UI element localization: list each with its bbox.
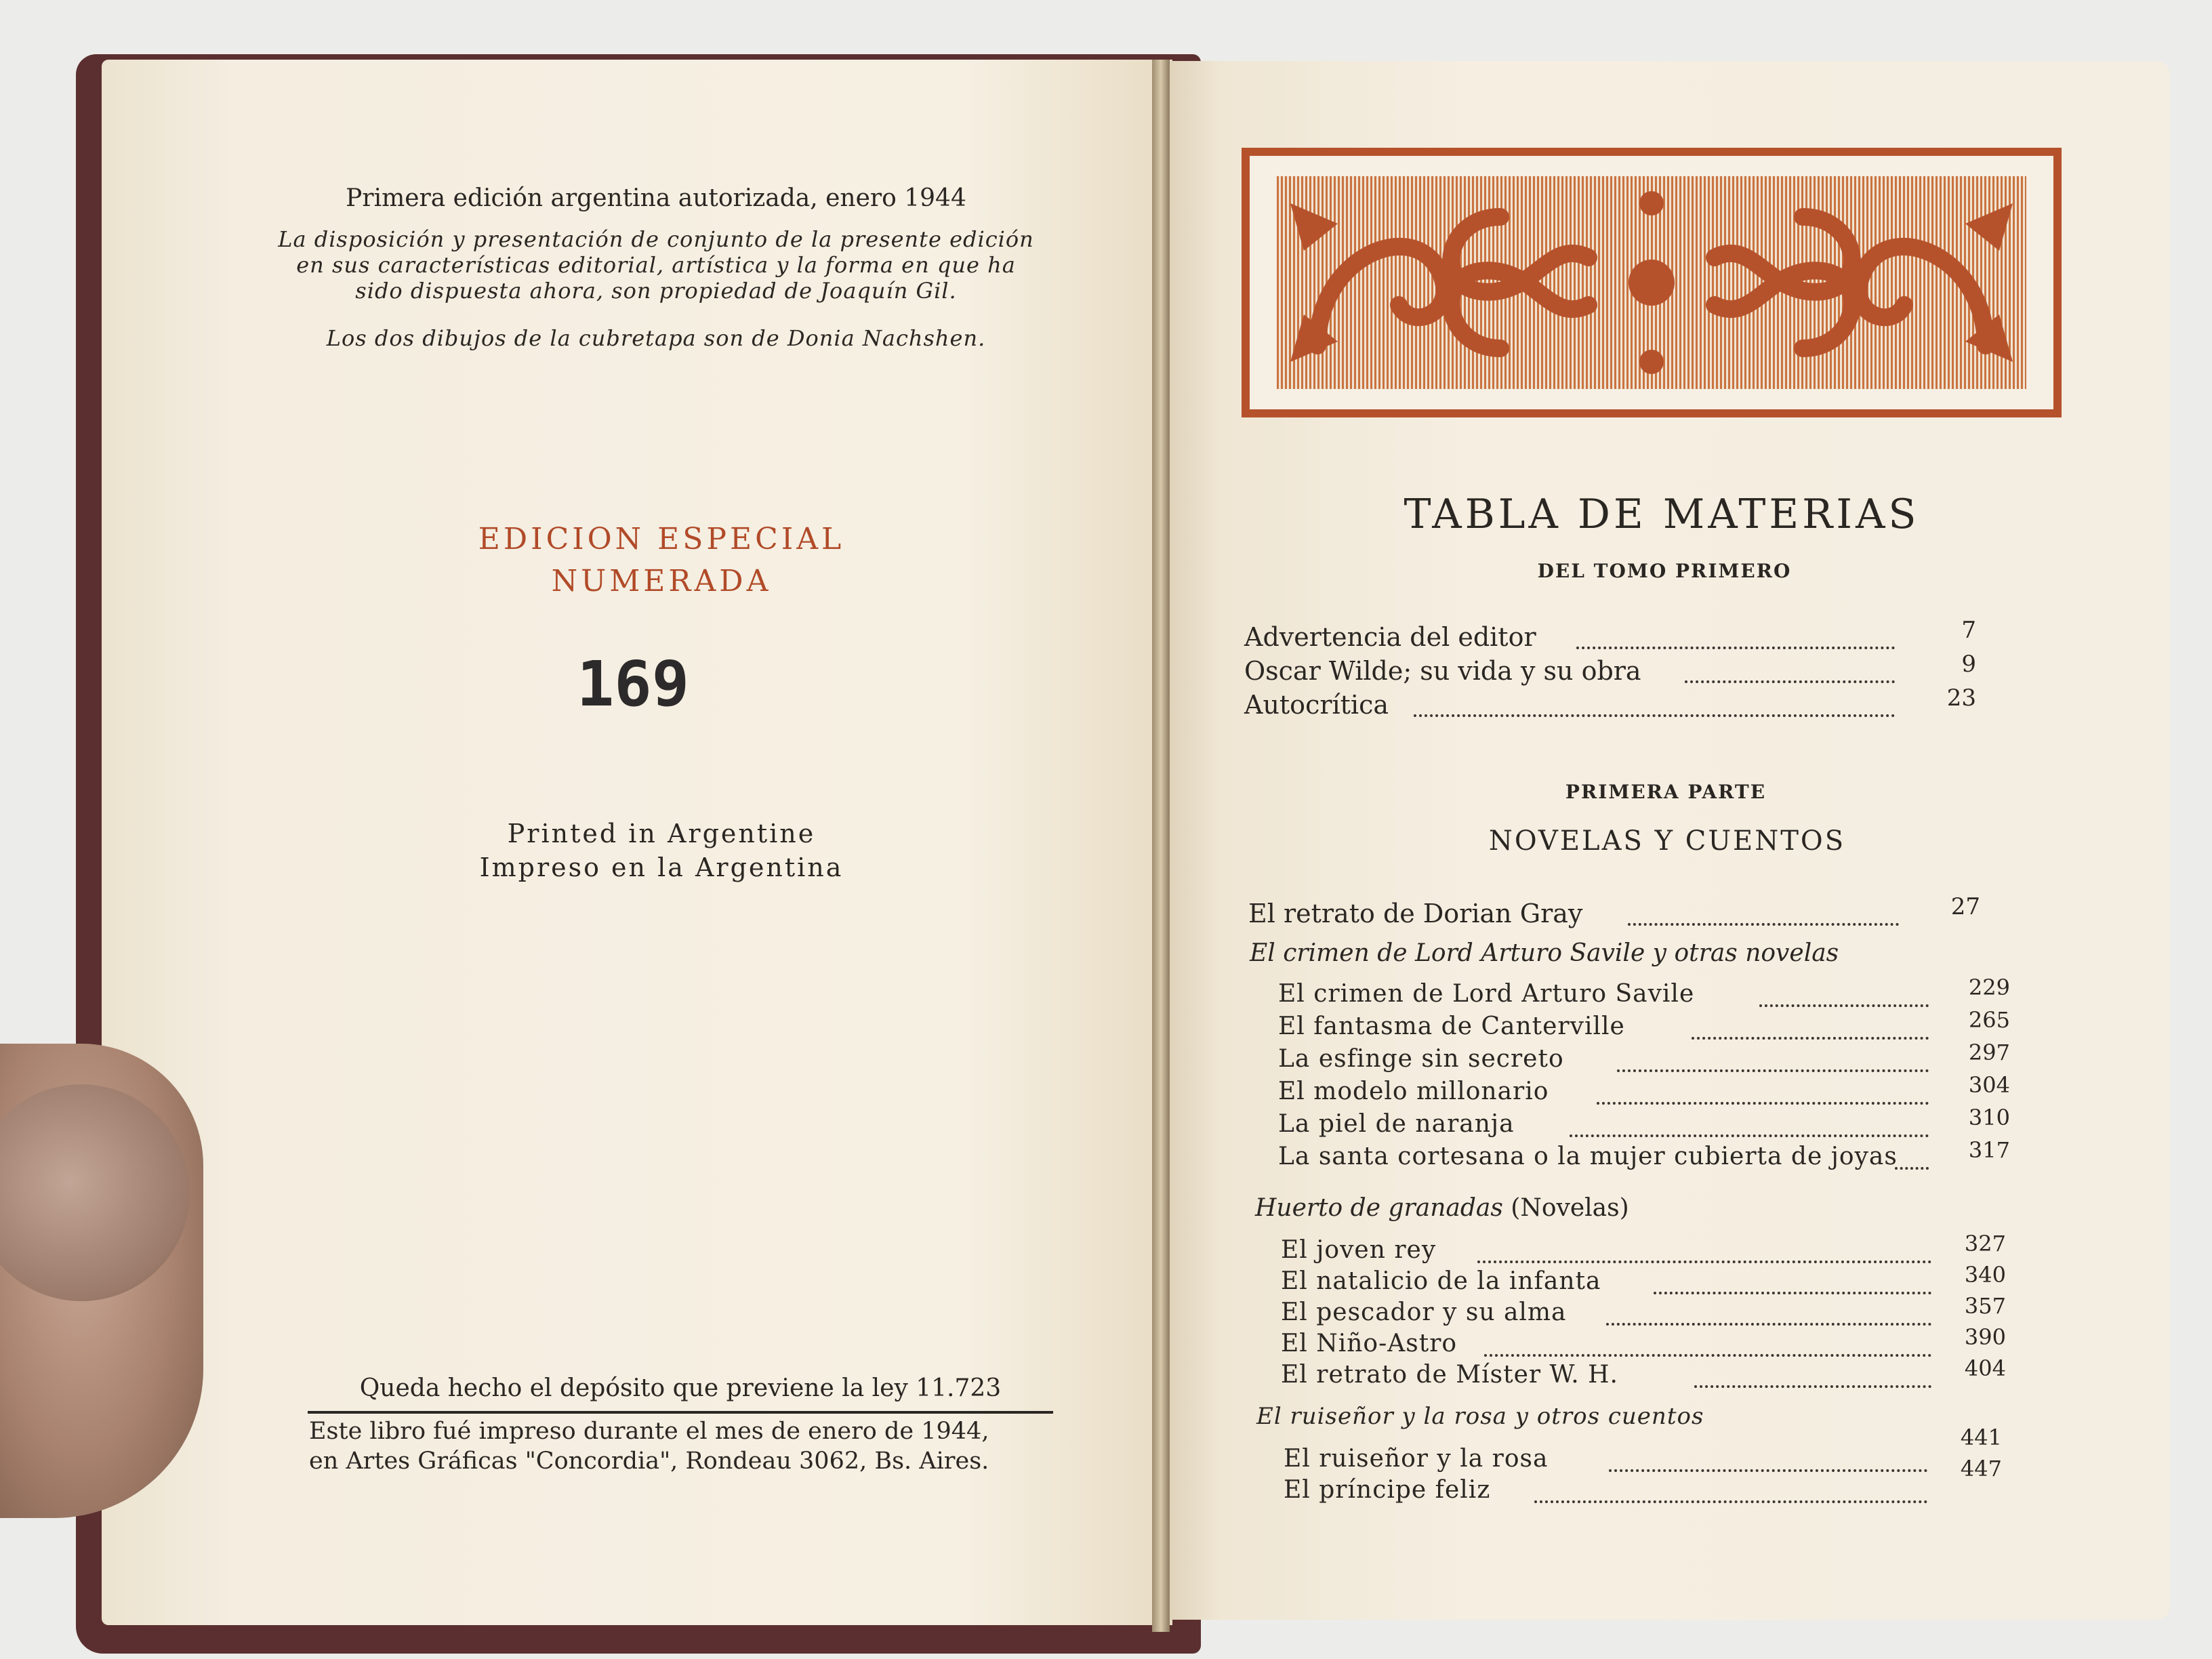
group-heading-crimen: El crimen de Lord Arturo Savile y otras novelas — [1250, 939, 1839, 967]
toc-page-number: 27 — [1950, 893, 1980, 920]
toc-row — [1281, 1324, 2026, 1364]
toc-row — [1284, 1425, 2029, 1479]
toc-leader — [1606, 1323, 1931, 1326]
toc-leader — [1692, 1037, 1929, 1040]
toc-leader — [1484, 1354, 1931, 1357]
edition-number: 169 — [576, 648, 690, 720]
toc-row — [1281, 1355, 2026, 1395]
toc-page-number: 390 — [1964, 1324, 2006, 1350]
toc-row — [1244, 684, 1990, 724]
toc-entry-title: El príncipe feliz — [1284, 1476, 1491, 1504]
toc-leader — [1654, 1292, 1931, 1294]
toc-title: TABLA DE MATERIAS — [1404, 491, 1920, 538]
toc-row — [1278, 1040, 2024, 1079]
toc-entry-title: El crimen de Lord Arturo Savile — [1278, 980, 1695, 1008]
toc-entry-title: La esfinge sin secreto — [1278, 1045, 1564, 1073]
toc-subtitle: DEL TOMO PRIMERO — [1537, 560, 1792, 582]
drawings-line: Los dos dibujos de la cubretapa son de Donia Nachshen. — [326, 325, 986, 351]
toc-page-number: 9 — [1961, 651, 1976, 678]
book-gutter — [1152, 60, 1170, 1632]
toc-row — [1248, 893, 1994, 933]
printed-line-2: Impreso en la Argentina — [479, 853, 844, 882]
toc-row — [1244, 651, 1990, 690]
toc-leader — [1570, 1134, 1929, 1137]
colophon-line-1: Este libro fué impreso durante el mes de enero de 1944, — [309, 1418, 989, 1445]
edition-line: Primera edición argentina autorizada, enero 1944 — [346, 184, 966, 212]
toc-page-number: 317 — [1968, 1137, 2010, 1163]
toc-entry-title: El modelo millonario — [1278, 1078, 1549, 1105]
toc-leader — [1617, 1069, 1929, 1072]
part-title: NOVELAS Y CUENTOS — [1488, 825, 1846, 857]
toc-entry-title: El pescador y su alma — [1281, 1298, 1567, 1326]
deposit-line: Queda hecho el depósito que previene la ley 11.723 — [359, 1374, 1002, 1402]
toc-page-number: 265 — [1968, 1007, 2010, 1033]
toc-page-number: 304 — [1968, 1072, 2010, 1098]
special-edition-line-2: NUMERADA — [551, 564, 772, 598]
toc-page-number: 447 — [1960, 1456, 2002, 1481]
group-heading-ruisenor: El ruiseñor y la rosa y otros cuentos — [1256, 1403, 1704, 1430]
toc-page-number: 297 — [1968, 1040, 2010, 1065]
special-edition-line-1: EDICION ESPECIAL — [478, 522, 845, 556]
toc-entry-title: El fantasma de Canterville — [1278, 1012, 1625, 1040]
toc-entry-title: Autocrítica — [1244, 690, 1389, 720]
toc-row — [1278, 1137, 2024, 1176]
toc-entry-title: El Niño-Astro — [1281, 1330, 1458, 1357]
toc-page-number: 229 — [1968, 975, 2010, 1000]
toc-leader — [1685, 680, 1895, 683]
toc-entry-title: El natalicio de la infanta — [1281, 1267, 1601, 1295]
group-heading-huerto — [1255, 1194, 1629, 1222]
toc-row — [1278, 1072, 2024, 1111]
toc-leader — [1759, 1004, 1929, 1007]
toc-page-number: 441 — [1960, 1425, 2002, 1450]
toc-leader — [1414, 714, 1895, 717]
toc-page-number: 310 — [1968, 1105, 2010, 1130]
toc-entry-title: Oscar Wilde; su vida y su obra — [1244, 656, 1641, 686]
toc-row — [1244, 617, 1990, 656]
toc-page-number: 327 — [1964, 1231, 2006, 1256]
toc-leader — [1597, 1102, 1929, 1105]
toc-leader — [1534, 1500, 1927, 1503]
toc-entry-title: La santa cortesana o la mujer cubierta de joyas — [1278, 1143, 1898, 1170]
toc-entry-title: Advertencia del editor — [1244, 622, 1536, 652]
colophon-rule — [308, 1411, 1053, 1414]
toc-entry-title: El joven rey — [1281, 1236, 1437, 1264]
rights-line-3: sido dispuesta ahora, son propiedad de Joaquín Gil. — [355, 278, 957, 304]
toc-entry-title: El retrato de Dorian Gray — [1248, 899, 1583, 928]
rights-line-1: La disposición y presentación de conjunto de la presente edición — [278, 226, 1034, 252]
ornament-scroll-icon — [1277, 176, 2026, 389]
toc-row — [1278, 1007, 2024, 1046]
toc-page-number: 7 — [1961, 617, 1976, 644]
group-heading-huerto-note: (Novelas) — [1511, 1194, 1629, 1222]
toc-leader — [1477, 1261, 1931, 1263]
toc-entry-title: El retrato de Míster W. H. — [1281, 1361, 1618, 1389]
ornamental-header — [1242, 148, 2062, 417]
toc-row — [1281, 1231, 2026, 1270]
toc-row — [1281, 1262, 2026, 1301]
group-heading-huerto-title: Huerto de granadas — [1255, 1194, 1503, 1222]
toc-page-number: 340 — [1964, 1262, 2006, 1288]
toc-leader — [1576, 647, 1895, 649]
toc-leader — [1609, 1469, 1927, 1472]
toc-row — [1278, 975, 2024, 1014]
toc-row — [1281, 1293, 2026, 1332]
toc-leader — [1694, 1385, 1931, 1388]
toc-leader — [1628, 923, 1899, 926]
toc-page-number: 357 — [1964, 1293, 2006, 1319]
printed-line-1: Printed in Argentine — [507, 819, 816, 848]
toc-entry-title: La piel de naranja — [1278, 1110, 1515, 1138]
toc-leader — [1895, 1167, 1929, 1170]
toc-entry-title: El ruiseñor y la rosa — [1284, 1445, 1549, 1473]
part-label: PRIMERA PARTE — [1565, 781, 1767, 803]
colophon-line-2: en Artes Gráficas "Concordia", Rondeau 3062, Bs. Aires. — [309, 1448, 989, 1475]
toc-page-number: 23 — [1946, 684, 1976, 712]
toc-row — [1278, 1105, 2024, 1144]
toc-page-number: 404 — [1964, 1355, 2006, 1381]
rights-line-2: en sus características editorial, artística y la forma en que ha — [296, 252, 1016, 278]
